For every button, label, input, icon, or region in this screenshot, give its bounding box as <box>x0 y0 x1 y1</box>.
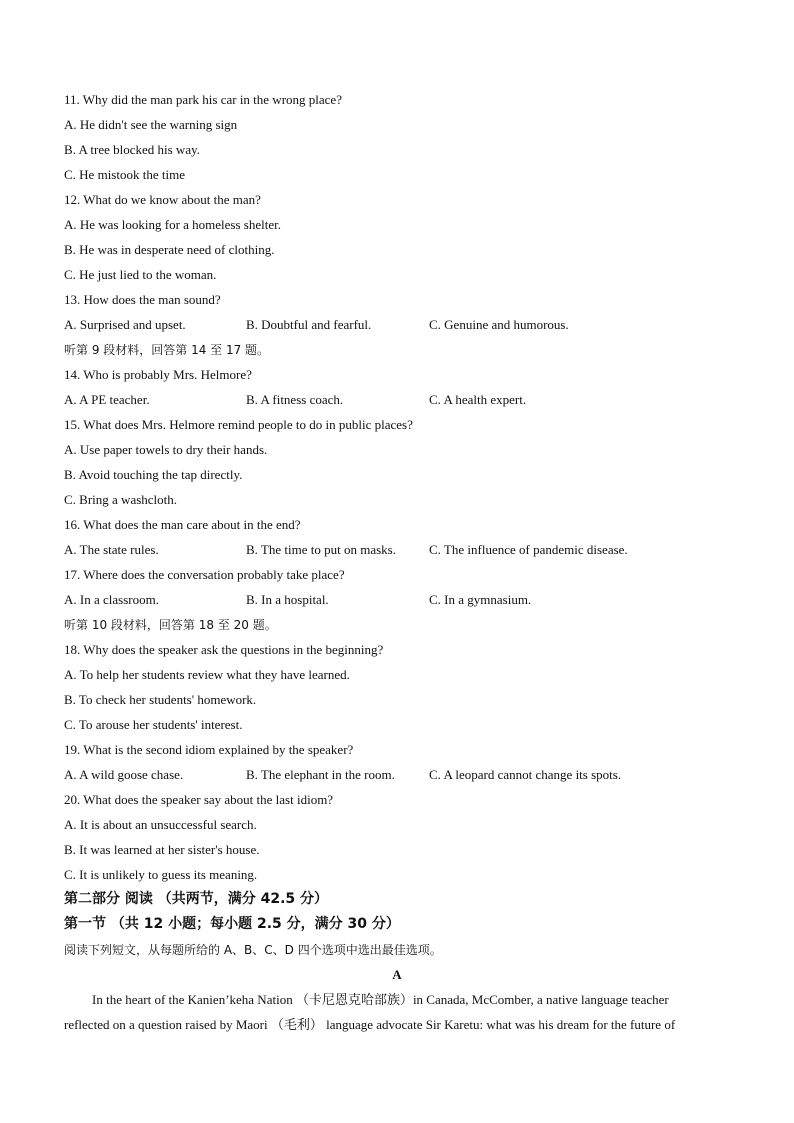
q14-stem: 14. Who is probably Mrs. Helmore? <box>64 367 252 382</box>
q13-options <box>64 317 744 333</box>
q11-stem: 11. Why did the man park his car in the wrong place? <box>64 92 342 107</box>
q13-option-c: C. Genuine and humorous. <box>429 317 569 332</box>
q14-options <box>64 392 744 408</box>
part2-section1-title: 第一节 （共 12 小题；每小题 2.5 分，满分 30 分） <box>64 916 400 932</box>
q11-option-c: C. He mistook the time <box>64 167 185 182</box>
q19-option-a: A. A wild goose chase. <box>64 767 184 782</box>
q16-options <box>64 542 744 558</box>
q15-option-a: A. Use paper towels to dry their hands. <box>64 442 268 457</box>
q20-option-a: A. It is about an unsuccessful search. <box>64 817 257 832</box>
q13-option-a: A. Surprised and upset. <box>64 317 186 332</box>
instruction-section-10: 听第 10 段材料，回答第 18 至 20 题。 <box>64 618 277 632</box>
q12-option-c: C. He just lied to the woman. <box>64 267 217 282</box>
part2-instruction: 阅读下列短文，从每题所给的 A、B、C、D 四个选项中选出最佳选项。 <box>64 943 442 957</box>
q13-option-b: B. Doubtful and fearful. <box>246 317 372 332</box>
q14-option-c: C. A health expert. <box>429 392 527 407</box>
passage-line-1: In the heart of the Kanien’keha Nation （卡尼恩克哈部族）in Canada, McComber, a native language teacher <box>92 992 669 1007</box>
q16-stem: 16. What does the man care about in the end? <box>64 517 301 532</box>
q18-option-a: A. To help her students review what they have learned. <box>64 667 350 682</box>
q16-option-b: B. The time to put on masks. <box>246 542 396 557</box>
q19-stem: 19. What is the second idiom explained by the speaker? <box>64 742 354 757</box>
q12-stem: 12. What do we know about the man? <box>64 192 261 207</box>
q12-option-b: B. He was in desperate need of clothing. <box>64 242 275 257</box>
q19-options <box>64 767 744 783</box>
q17-option-b: B. In a hospital. <box>246 592 329 607</box>
q18-stem: 18. Why does the speaker ask the questions in the beginning? <box>64 642 384 657</box>
q17-stem: 17. Where does the conversation probably take place? <box>64 567 345 582</box>
q17-option-a: A. In a classroom. <box>64 592 159 607</box>
q18-option-b: B. To check her students' homework. <box>64 692 257 707</box>
q18-option-c: C. To arouse her students' interest. <box>64 717 243 732</box>
q20-option-b: B. It was learned at her sister's house. <box>64 842 260 857</box>
q19-option-c: C. A leopard cannot change its spots. <box>429 767 622 782</box>
q17-option-c: C. In a gymnasium. <box>429 592 532 607</box>
passage-line-2: reflected on a question raised by Maori （毛利） language advocate Sir Karetu: what was his dream for the future of <box>64 1017 676 1032</box>
instruction-section-9: 听第 9 段材料，回答第 14 至 17 题。 <box>64 343 270 357</box>
passage-label: A <box>392 967 402 982</box>
q13-stem: 13. How does the man sound? <box>64 292 221 307</box>
q15-option-b: B. Avoid touching the tap directly. <box>64 467 243 482</box>
q11-option-a: A. He didn't see the warning sign <box>64 117 238 132</box>
q11-option-b: B. A tree blocked his way. <box>64 142 200 157</box>
q15-stem: 15. What does Mrs. Helmore remind people to do in public places? <box>64 417 413 432</box>
q16-option-a: A. The state rules. <box>64 542 159 557</box>
q17-options <box>64 592 744 608</box>
q14-option-a: A. A PE teacher. <box>64 392 150 407</box>
q12-option-a: A. He was looking for a homeless shelter. <box>64 217 281 232</box>
q20-stem: 20. What does the speaker say about the last idiom? <box>64 792 334 807</box>
q20-option-c: C. It is unlikely to guess its meaning. <box>64 867 258 882</box>
q19-option-b: B. The elephant in the room. <box>246 767 395 782</box>
q16-option-c: C. The influence of pandemic disease. <box>429 542 628 557</box>
q15-option-c: C. Bring a washcloth. <box>64 492 178 507</box>
part2-title: 第二部分 阅读 （共两节，满分 42.5 分） <box>64 891 329 907</box>
q14-option-b: B. A fitness coach. <box>246 392 344 407</box>
